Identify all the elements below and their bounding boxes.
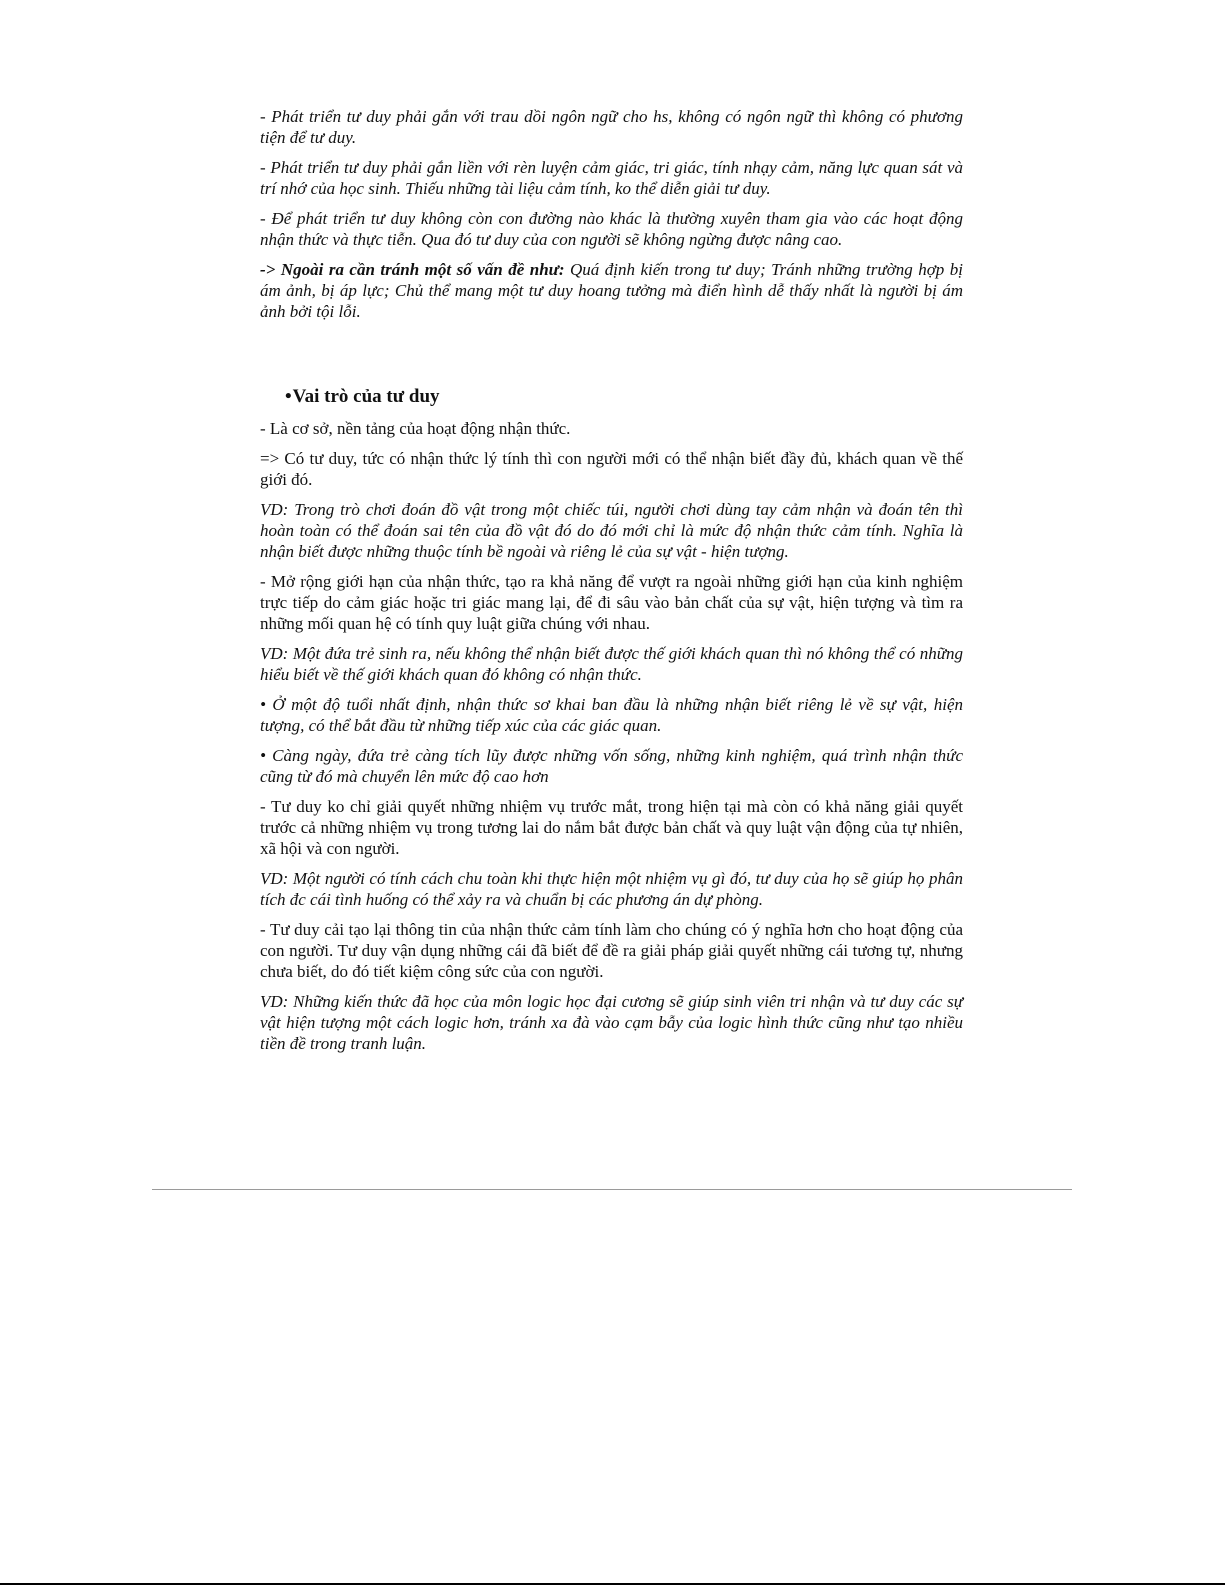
avoid-note-text: Quá định kiến trong tư duy; Tránh những trường hợp bị ám ảnh, bị áp lực; Chủ thể mang một tư duy hoang tưởng mà điển hình dễ thấy nhất là người bị ám ảnh bởi tội lỗi. (260, 260, 964, 321)
section-heading (285, 385, 963, 409)
paragraph: - Tư duy cải tạo lại thông tin của nhận thức cảm tính làm cho chúng có ý nghĩa hơn cho hoạt động của con người. Tư duy vận dụng những cái đã biết để đề ra giải pháp giải quyết những cái tương tự, nhưng chưa biết, do đó tiết kiệm công sức của con người. (260, 920, 963, 981)
avoid-note-paragraph (260, 259, 963, 322)
spacer (260, 331, 963, 371)
paragraph: - Là cơ sở, nền tảng của hoạt động nhận thức. (260, 419, 571, 438)
example-paragraph: VD: Những kiến thức đã học của môn logic học đại cương sẽ giúp sinh viên tri nhận và tư duy các sự vật hiện tượng một cách logic hơn, tránh xa đà vào cạm bẫy của logic hình thức cũng như tạo nhiều tiền đề trong tranh luận. (260, 992, 963, 1053)
paragraph: - Phát triển tư duy phải gắn liền với rèn luyện cảm giác, tri giác, tính nhạy cảm, năng lực quan sát và trí nhớ của học sinh. Thiếu những tài liệu cảm tính, ko thể diễn giải tư duy. (260, 158, 963, 198)
example-paragraph: VD: Một người có tính cách chu toàn khi thực hiện một nhiệm vụ gì đó, tư duy của họ sẽ giúp họ phân tích đc cái tình huống có thể xảy ra và chuẩn bị các phương án dự phòng. (260, 869, 963, 909)
example-paragraph: VD: Một đứa trẻ sinh ra, nếu không thể nhận biết được thế giới khách quan thì nó không thể có những hiểu biết về thế giới khách quan đó không có nhận thức. (260, 644, 963, 684)
avoid-note-lead: -> Ngoài ra cần tránh một số vấn đề như: (260, 260, 565, 279)
page-divider (152, 1189, 1072, 1190)
paragraph: - Mở rộng giới hạn của nhận thức, tạo ra khả năng để vượt ra ngoài những giới hạn của kinh nghiệm trực tiếp do cảm giác hoặc tri giác mang lại, để đi sâu vào bản chất của sự vật, hiện tượng và tìm ra những mối quan hệ có tính quy luật giữa chúng với nhau. (260, 572, 963, 633)
bullet-paragraph: • Ở một độ tuổi nhất định, nhận thức sơ khai ban đầu là những nhận biết riêng lẻ về sự vật, hiện tượng, có thể bắt đầu từ những tiếp xúc của các giác quan. (260, 695, 963, 735)
paragraph: - Tư duy ko chỉ giải quyết những nhiệm vụ trước mắt, trong hiện tại mà còn có khả năng giải quyết trước cả những nhiệm vụ trong tương lai do nắm bắt được bản chất và quy luật vận động của tự nhiên, xã hội và con người. (260, 797, 963, 858)
paragraph: - Để phát triển tư duy không còn con đường nào khác là thường xuyên tham gia vào các hoạt động nhận thức và thực tiễn. Qua đó tư duy của con người sẽ không ngừng được nâng cao. (260, 209, 963, 249)
section-title: Vai trò của tư duy (292, 386, 440, 407)
paragraph: => Có tư duy, tức có nhận thức lý tính thì con người mới có thể nhận biết đầy đủ, khách quan về thế giới đó. (260, 449, 963, 489)
example-paragraph: VD: Trong trò chơi đoán đồ vật trong một chiếc túi, người chơi dùng tay cảm nhận và đoán tên thì hoàn toàn có thể đoán sai tên của đồ vật đó do đó mới chỉ là mức độ nhận thức cảm tính. Nghĩa là nhận biết được những thuộc tính bề ngoài và riêng lẻ của sự vật - hiện tượng. (260, 500, 963, 561)
page-content (260, 106, 963, 1063)
paragraph: - Phát triển tư duy phải gắn với trau dồi ngôn ngữ cho hs, không có ngôn ngữ thì không có phương tiện để tư duy. (260, 107, 963, 147)
bullet-icon: • (285, 386, 292, 407)
bullet-paragraph: • Càng ngày, đứa trẻ càng tích lũy được những vốn sống, những kinh nghiệm, quá trình nhận thức cũng từ đó mà chuyển lên mức độ cao hơn (260, 746, 963, 786)
